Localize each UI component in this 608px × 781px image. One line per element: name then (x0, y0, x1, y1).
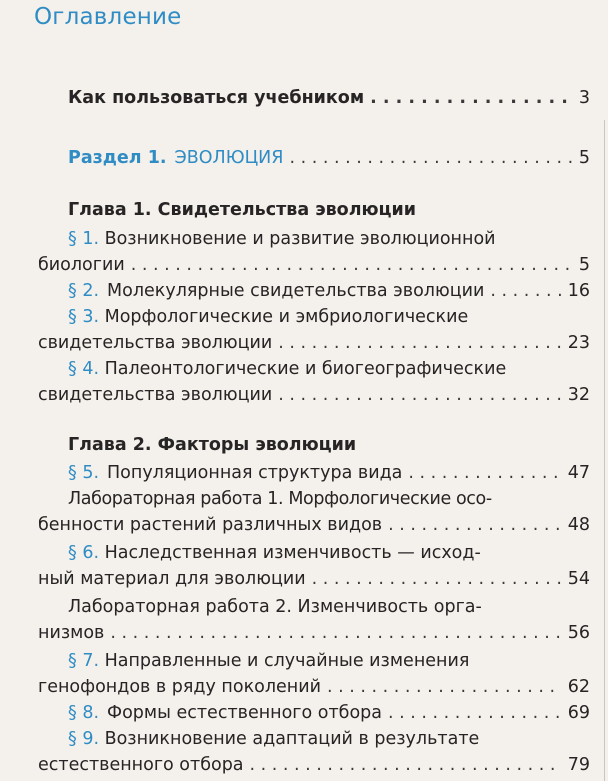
chapter-2-heading: Глава 2. Факторы эволюции (68, 435, 357, 455)
toc-entry-p9-line1[interactable] (68, 727, 479, 751)
paragraph-number: § 3. (68, 307, 100, 327)
toc-entry-lab2-line1[interactable]: Лабораторная работа 2. Изменчивость орга- (68, 597, 482, 617)
toc-entry-p6-line2[interactable] (38, 567, 590, 591)
toc-entry-how-to-use[interactable] (68, 86, 590, 110)
page-number: 69 (567, 703, 590, 723)
paragraph-number: § 7. (68, 651, 100, 671)
page-number: 5 (578, 255, 590, 275)
toc-entry-text: Возникновение адаптаций в результате (104, 729, 480, 749)
page-number: 23 (567, 333, 590, 353)
toc-entry-p7-line2[interactable] (38, 675, 590, 699)
toc-entry-p3-line1[interactable] (68, 305, 468, 329)
page-number: 48 (567, 515, 590, 535)
toc-entry-p4-line1[interactable] (68, 357, 506, 381)
toc-entry-p3-line2[interactable] (38, 331, 590, 355)
dot-leader (250, 753, 562, 777)
dot-leader (131, 253, 573, 277)
paragraph-number: § 1. (68, 229, 100, 249)
toc-entry-text: естественного отбора (38, 755, 244, 775)
toc-entry-section-1[interactable] (68, 146, 590, 170)
page-number: 3 (578, 88, 590, 108)
paragraph-number: § 5. (68, 463, 100, 483)
toc-entry-p5[interactable] (68, 461, 590, 485)
toc-entry-text: свидетельства эволюции (38, 385, 273, 405)
page-number: 54 (567, 569, 590, 589)
dot-leader (370, 86, 573, 110)
toc-entry-text: Популяционная структура вида (107, 463, 403, 483)
section-name: ЭВОЛЮЦИЯ (174, 148, 284, 168)
paragraph-number: § 9. (68, 729, 100, 749)
toc-entry-lab1-line2[interactable] (38, 513, 590, 537)
toc-entry-p6-line1[interactable] (68, 541, 481, 565)
page-number: 56 (567, 623, 590, 643)
toc-entry-lab2-line2[interactable] (38, 621, 590, 645)
page-number: 5 (578, 148, 590, 168)
toc-entry-text: ный материал для эволюции (38, 569, 306, 589)
toc-entry-text: Формы естественного отбора (107, 703, 383, 723)
paragraph-number: § 6. (68, 543, 100, 563)
toc-entry-p2[interactable] (68, 279, 590, 303)
dot-leader (490, 279, 561, 303)
dot-leader (388, 701, 562, 725)
dot-leader (388, 513, 562, 537)
toc-entry-text: свидетельства эволюции (38, 333, 273, 353)
dot-leader (408, 461, 561, 485)
toc-entry-text: биологии (38, 255, 125, 275)
dot-leader (327, 675, 562, 699)
page-number: 32 (567, 385, 590, 405)
toc-entry-lab1-line1[interactable]: Лабораторная работа 1. Морфологические осо- (68, 489, 492, 509)
page-title: Оглавление (34, 4, 182, 30)
toc-entry-p1-line1[interactable] (68, 227, 590, 251)
toc-entry-text: Возникновение и развитие эволюционной (104, 229, 496, 249)
toc-entry-text: низмов (38, 623, 105, 643)
paragraph-number: § 2. (68, 281, 100, 301)
dot-leader (278, 331, 561, 355)
page-number: 16 (567, 281, 590, 301)
dot-leader (278, 383, 561, 407)
toc-entry-text: бенности растений различных видов (38, 515, 383, 535)
toc-entry-text: генофондов в ряду поколений (38, 677, 321, 697)
section-prefix: Раздел 1. (68, 148, 167, 168)
chapter-1-heading: Глава 1. Свидетельства эволюции (68, 200, 417, 220)
paragraph-number: § 4. (68, 359, 100, 379)
paragraph-number: § 8. (68, 703, 100, 723)
toc-entry-text: Направленные и случайные изменения (104, 651, 470, 671)
toc-entry-p1-line2[interactable] (38, 253, 590, 277)
toc-entry-text: Палеонтологические и биогеографические (104, 359, 507, 379)
toc-entry-p7-line1[interactable] (68, 649, 469, 673)
dot-leader (312, 567, 562, 591)
dot-leader (110, 621, 561, 645)
toc-entry-text: Наследственная изменчивость — исход- (104, 543, 481, 563)
page-edge-divider (604, 120, 605, 781)
toc-entry-p9-line2[interactable] (38, 753, 590, 777)
page-number: 62 (567, 677, 590, 697)
toc-entry-p4-line2[interactable] (38, 383, 590, 407)
page-number: 47 (567, 463, 590, 483)
toc-entry-p8[interactable] (68, 701, 590, 725)
toc-entry-label: Как пользоваться учебником (68, 88, 365, 108)
toc-entry-text: Морфологические и эмбриологические (104, 307, 469, 327)
page-number: 79 (567, 755, 590, 775)
dot-leader (289, 146, 572, 170)
toc-entry-text: Молекулярные свидетельства эволюции (107, 281, 485, 301)
